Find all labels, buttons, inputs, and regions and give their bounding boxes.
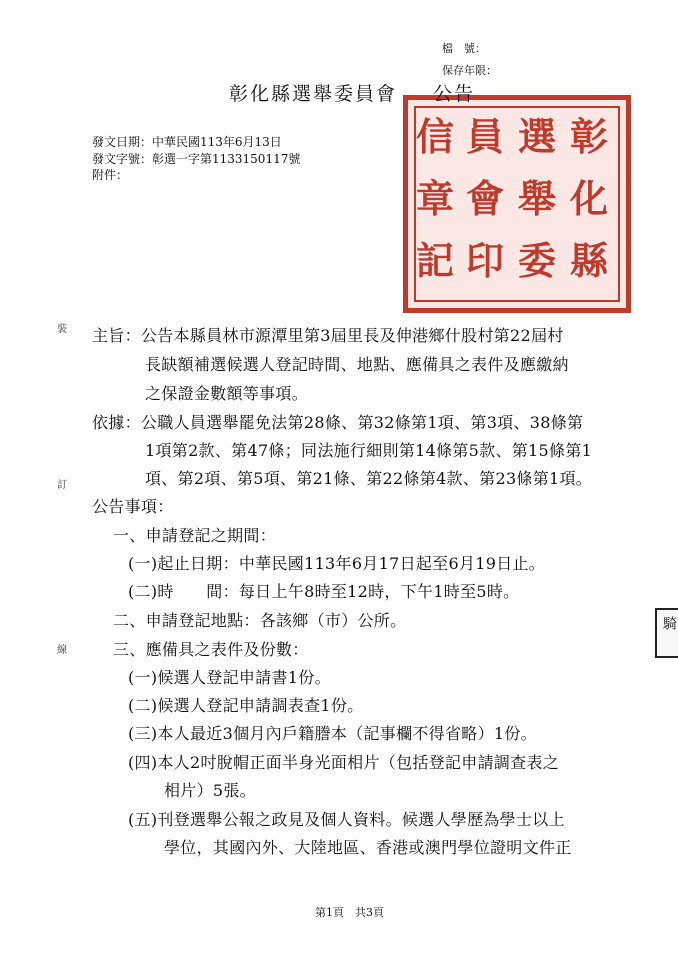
edge-tab-stamp — [655, 608, 678, 658]
section-3-heading: 三、應備具之表件及份數： — [113, 640, 309, 659]
document-type: 公告 — [433, 83, 476, 105]
margin-mark-bind: 裝 — [57, 324, 67, 335]
seal-char: 員 — [466, 114, 505, 159]
section-3-item-5: (五)刊登選舉公報之政見及個人資料。候選人學歷為學士以上 — [128, 810, 565, 829]
attachments: 附件： — [92, 168, 129, 182]
section-3-item-5-cont: 學位，其國內外、大陸地區、香港或澳門學位證明文件正 — [164, 838, 572, 857]
basis-line-3: 項、第2項、第5項、第21條、第22條第4款、第23條第1項。 — [145, 469, 593, 488]
margin-mark-line: 線 — [57, 645, 67, 656]
section-3-item-2: (二)候選人登記申請調表查1份。 — [128, 696, 364, 715]
page-number: 第1頁 共3頁 — [315, 906, 384, 919]
official-seal — [403, 95, 631, 313]
page-title: 彰化縣選舉委員會 — [229, 83, 398, 105]
seal-char: 化 — [570, 176, 609, 221]
seal-char: 選 — [518, 114, 557, 159]
retention-period-label: 保存年限： — [442, 64, 497, 77]
seal-char: 舉 — [518, 176, 557, 221]
section-3-item-4-cont: 相片）5張。 — [164, 781, 256, 800]
basis-line-1: 依據：公職人員選舉罷免法第28條、第32條第1項、第3項、38條第 — [92, 413, 584, 432]
subject-line-2: 長缺額補選候選人登記時間、地點、應備具之表件及應繳納 — [145, 355, 569, 374]
section-1-item-1: (一)起止日期：中華民國113年6月17日起至6月19日止。 — [128, 554, 546, 573]
seal-char: 信 — [416, 114, 455, 159]
edge-tab-text: 騎 — [661, 616, 677, 630]
seal-char: 記 — [416, 238, 455, 283]
subject-line-1: 主旨：公告本縣員林市源潭里第3屆里長及伸港鄉什股村第22屆村 — [92, 326, 564, 345]
section-3-item-1: (一)候選人登記申請書1份。 — [128, 668, 331, 687]
section-2-heading: 二、申請登記地點：各該鄉（市）公所。 — [113, 611, 407, 630]
section-1-heading: 一、申請登記之期間： — [113, 526, 277, 545]
seal-char: 縣 — [570, 238, 609, 283]
issue-date: 發文日期：中華民國113年6月13日 — [92, 135, 282, 149]
seal-char: 委 — [518, 238, 557, 283]
seal-char: 印 — [466, 238, 505, 283]
file-number-label: 檔 號： — [442, 42, 486, 55]
margin-mark-staple: 訂 — [57, 480, 67, 491]
section-3-item-3: (三)本人最近3個月內戶籍謄本（記事欄不得省略）1份。 — [128, 724, 537, 743]
seal-char: 章 — [416, 176, 455, 221]
subject-line-3: 之保證金數額等事項。 — [145, 384, 309, 403]
seal-char: 會 — [466, 176, 505, 221]
notice-heading: 公告事項： — [92, 497, 174, 516]
seal-char: 彰 — [570, 114, 609, 159]
reference-number: 發文字號：彰選一字第1133150117號 — [92, 152, 301, 166]
basis-line-2: 1項第2款、第47條；同法施行細則第14條第5款、第15條第1 — [145, 441, 593, 460]
section-1-item-2: (二)時 間：每日上午8時至12時，下午1時至5時。 — [128, 582, 520, 601]
section-3-item-4: (四)本人2吋脫帽正面半身光面相片（包括登記申請調查表之 — [128, 753, 560, 772]
